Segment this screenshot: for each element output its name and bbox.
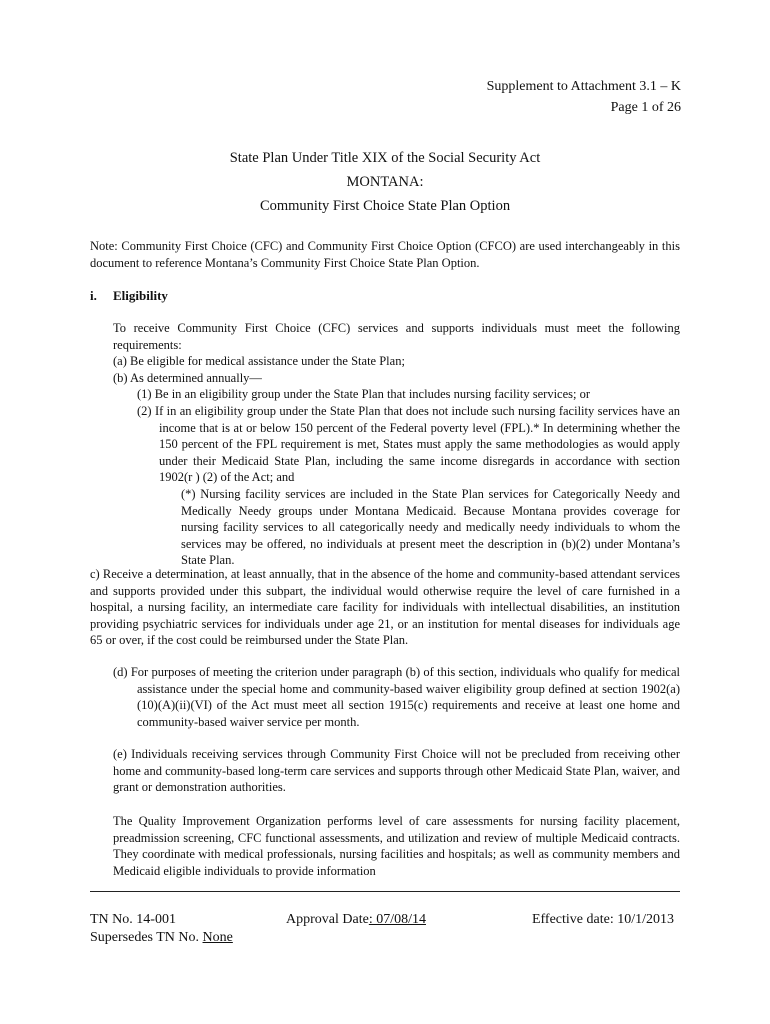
tn-value: 14-001 [136, 912, 176, 927]
effective-date: Effective date: 10/1/2013 [531, 912, 674, 927]
section-heading: Eligibility [113, 288, 168, 303]
intro-paragraph: To receive Community First Choice (CFC) services and supports individuals must meet the following requirements: [113, 321, 680, 352]
requirement-b2: (2) If in an eligibility group under the State Plan that does not include such nursing facility services have an income that is at or below 150 percent of the Federal poverty level (FPL).* In determining whether the 150 percent of the FPL requirement is met, States must apply the same methodologies as would apply under their Medicaid State Plan, including the same income disregards in accordance with section 1902(r ) (2) of the Act; and [137, 404, 680, 485]
approval-label: Approval Date [286, 912, 369, 927]
requirement-d: (d) For purposes of meeting the criterion under paragraph (b) of this section, individuals who qualify for medical assistance under the special home and community-based waiver eligibility group defined at section 1902(a)(10)(A)(ii)(VI) of the Act must meet all section 1915(c) requirements and receive at least one home and community-based waiver service per month. [113, 665, 680, 729]
approval-date [286, 912, 426, 928]
title-line-2: MONTANA: [346, 174, 424, 190]
tn-number [90, 912, 176, 928]
requirement-c: c) Receive a determination, at least annually, that in the absence of the home and community-based attendant services and supports provided under this subpart, the individual would otherwise require the level of care furnished in a hospital, a nursing facility, an intermediate care facility for individuals with intellectual disabilities, an institution providing psychiatric services for individuals under age 21, or an institution for mental diseases for individuals age 65 or over, if the cost could be reimbursed under the State Plan. [90, 567, 680, 648]
tn-label: TN No. [90, 912, 137, 927]
title-line-3: Community First Choice State Plan Option [259, 198, 511, 214]
supersedes-value: None [202, 930, 233, 945]
requirement-a: (a) Be eligible for medical assistance under the State Plan; [113, 354, 405, 368]
supersedes-label: Supersedes TN No. [90, 930, 203, 945]
section-number: i. [90, 288, 97, 303]
requirement-b: (b) As determined annually— [113, 371, 262, 385]
requirement-e: (e) Individuals receiving services through Community First Choice will not be precluded from receiving other home and community-based long-term care services and supports through other Medicaid State Plan, waiver, and grant or demonstration authorities. [113, 747, 680, 795]
supplement-header: Supplement to Attachment 3.1 – K [486, 79, 681, 94]
title-line-1: State Plan Under Title XIX of the Social Security Act [229, 150, 541, 166]
page-number: Page 1 of 26 [610, 100, 681, 115]
supersedes [90, 930, 233, 946]
approval-value: : 07/08/14 [368, 912, 426, 927]
footer-divider [90, 891, 680, 892]
note-paragraph: Note: Community First Choice (CFC) and Community First Choice Option (CFCO) are used interchangeably in this document to reference Montana’s Community First Choice State Plan Option. [90, 239, 680, 270]
qio-paragraph: The Quality Improvement Organization performs level of care assessments for nursing facility placement, preadmission screening, CFC functional assessments, and utilization and review of multiple Medicaid contracts. They coordinate with medical professionals, nursing facilities and hospitals; as well as community members and Medicaid eligible individuals to provide information [113, 814, 680, 878]
requirement-b1: (1) Be in an eligibility group under the State Plan that includes nursing facility services; or [137, 387, 591, 401]
requirement-b2-note: (*) Nursing facility services are included in the State Plan services for Categorically Needy and Medically Needy groups under Montana Medicaid. Because Montana provides coverage for nursing facility services to all categorically needy and medically needy individuals to whom the services may be offered, no individuals at present meet the description in (b)(2) under Montana’s State Plan. [181, 487, 680, 568]
